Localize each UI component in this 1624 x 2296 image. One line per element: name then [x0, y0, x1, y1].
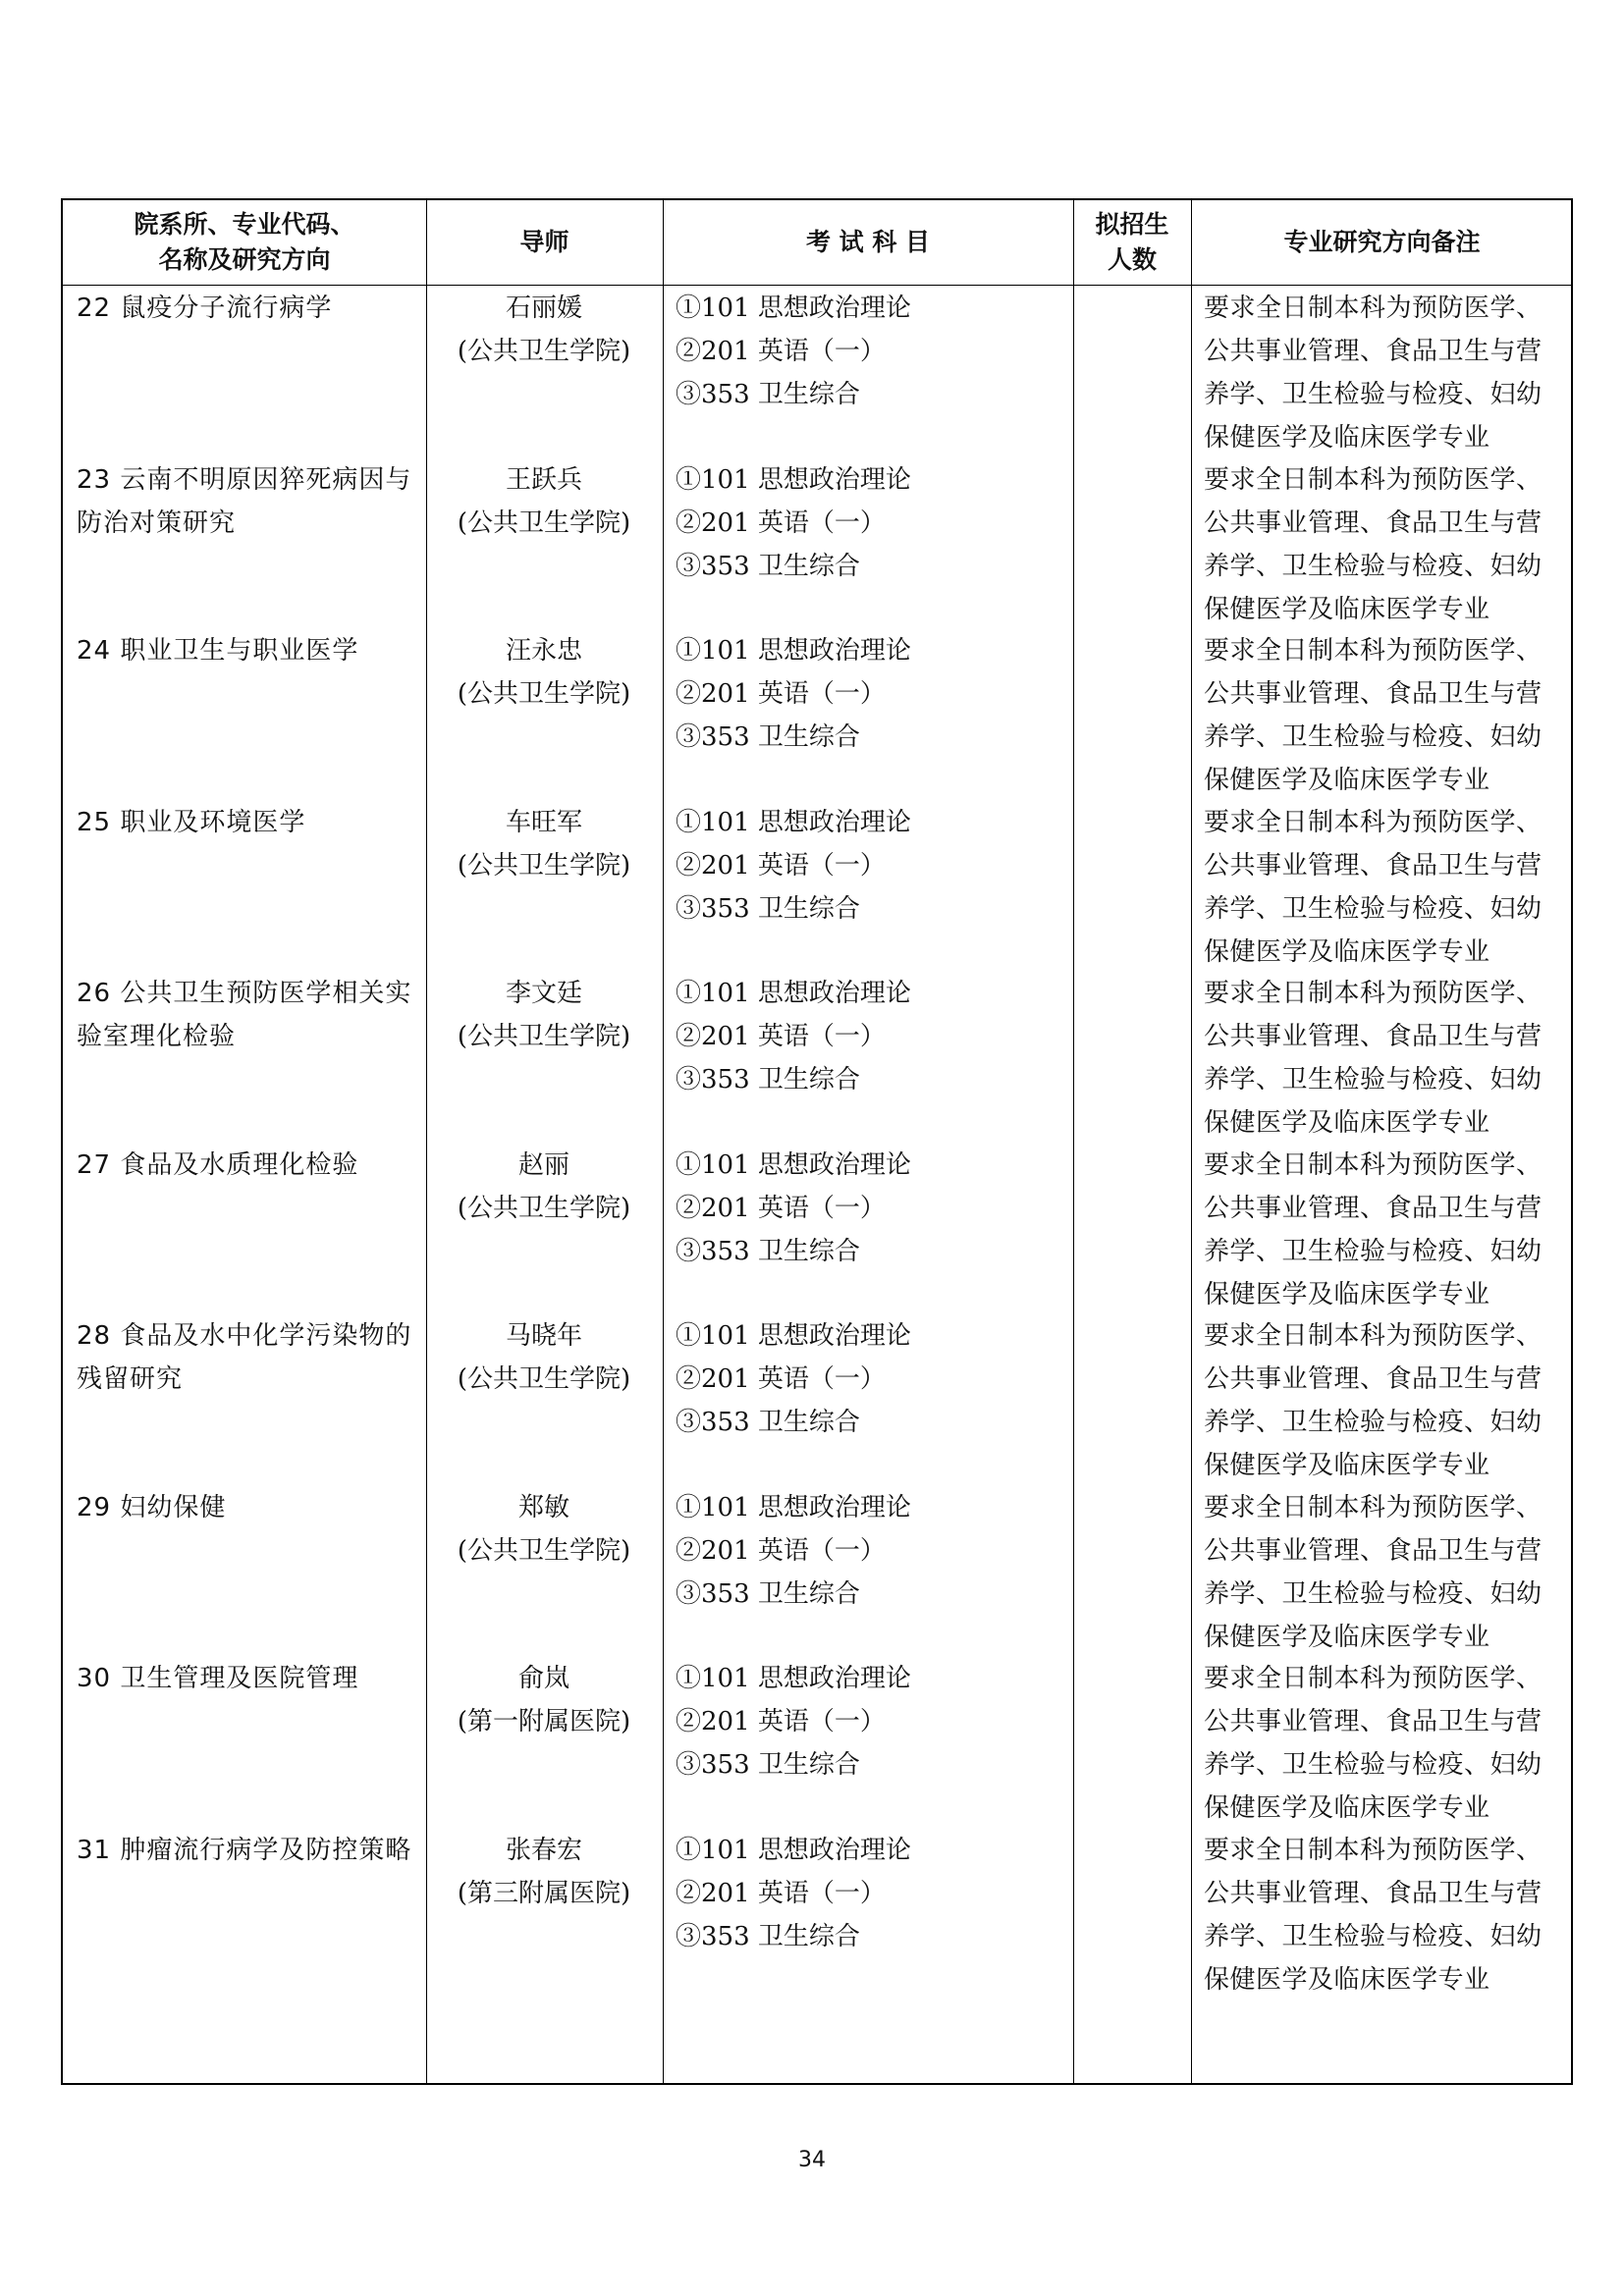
exam-subject: ①101 思想政治理论 [676, 1492, 911, 1522]
program-name: 职业卫生与职业医学 [120, 636, 359, 666]
tutor-department: (公共卫生学院) [457, 1535, 631, 1566]
tutor-name: 汪永忠 [505, 636, 582, 666]
exam-subject: ③353 卫生综合 [676, 1408, 860, 1437]
program-name: 云南不明原因猝死病因与防治对策研究 [77, 464, 412, 538]
exam-subject: ①101 思想政治理论 [676, 1664, 911, 1693]
header-note-label: 专业研究方向备注 [1283, 228, 1481, 256]
exam-cell [676, 972, 1068, 1101]
exam-subject: ②201 英语（一） [676, 1878, 886, 1908]
exam-subject: ③353 卫生综合 [676, 1750, 860, 1780]
tutor-cell [426, 1144, 662, 1230]
program-name: 妇幼保健 [120, 1492, 227, 1522]
tutor-cell [426, 1314, 662, 1401]
exam-cell [676, 1144, 1068, 1273]
exam-subject: ②201 英语（一） [676, 507, 886, 538]
tutor-cell [426, 458, 662, 545]
program-number: 23 [77, 464, 112, 495]
tutor-department: (公共卫生学院) [457, 1022, 631, 1051]
header-tutor [426, 200, 663, 285]
header-quota [1073, 200, 1191, 285]
program-name-cell [77, 629, 415, 672]
exam-subject: ②201 英语（一） [676, 1364, 886, 1394]
program-number: 26 [77, 979, 112, 1008]
program-number: 24 [77, 636, 112, 666]
tutor-cell [426, 972, 662, 1058]
table-row [63, 1314, 1571, 1485]
table-row [63, 1829, 1571, 2000]
header-exam-label: 考 试 科 目 [805, 228, 931, 256]
program-name-cell [77, 1144, 415, 1187]
note-cell: 要求全日制本科为预防医学、公共事业管理、食品卫生与营养学、卫生检验与检疫、妇幼保健医学及临床医学专业 [1204, 1664, 1543, 1823]
header-program-line2: 名称及研究方向 [158, 245, 331, 274]
tutor-department: (公共卫生学院) [457, 337, 631, 366]
tutor-department: (第一附属医院) [457, 1707, 631, 1736]
exam-cell [676, 287, 1068, 416]
header-program [63, 200, 426, 285]
tutor-department: (公共卫生学院) [457, 850, 631, 881]
tutor-cell [426, 629, 662, 716]
exam-subject: ③353 卫生综合 [676, 551, 860, 581]
program-name-cell [77, 1314, 415, 1401]
exam-subject: ③353 卫生综合 [676, 1921, 860, 1951]
exam-subject: ②201 英语（一） [676, 1022, 886, 1051]
tutor-cell [426, 1829, 662, 1915]
program-name-cell [77, 1657, 415, 1700]
note-cell: 要求全日制本科为预防医学、公共事业管理、食品卫生与营养学、卫生检验与检疫、妇幼保健医学及临床医学专业 [1204, 1492, 1543, 1652]
exam-subject: ②201 英语（一） [676, 1707, 886, 1736]
exam-subject: ①101 思想政治理论 [676, 1321, 911, 1351]
tutor-name: 郑敏 [517, 1492, 569, 1522]
program-name-cell [77, 1486, 415, 1529]
exam-cell [676, 629, 1068, 759]
exam-subject: ③353 卫生综合 [676, 1065, 860, 1095]
tutor-name: 赵丽 [517, 1149, 569, 1180]
note-cell: 要求全日制本科为预防医学、公共事业管理、食品卫生与营养学、卫生检验与检疫、妇幼保健医学及临床医学专业 [1204, 464, 1543, 624]
exam-subject: ②201 英语（一） [676, 850, 886, 881]
tutor-cell [426, 801, 662, 887]
tutor-cell [426, 287, 662, 373]
tutor-name: 李文廷 [505, 979, 582, 1008]
tutor-name: 马晓年 [505, 1321, 582, 1351]
exam-subject: ①101 思想政治理论 [676, 1835, 911, 1865]
exam-cell [676, 1657, 1068, 1787]
page-number: 34 [798, 2148, 826, 2172]
exam-subject: ①101 思想政治理论 [676, 807, 911, 837]
exam-cell [676, 801, 1068, 931]
exam-cell [676, 458, 1068, 588]
exam-subject: ②201 英语（一） [676, 1535, 886, 1566]
program-number: 29 [77, 1492, 112, 1522]
enrollment-table [61, 198, 1573, 2085]
table-row [63, 801, 1571, 972]
exam-cell [676, 1486, 1068, 1616]
table-row [63, 1486, 1571, 1657]
header-quota-line2: 人数 [1107, 245, 1157, 274]
header-tutor-label: 导师 [519, 228, 569, 256]
exam-subject: ③353 卫生综合 [676, 1236, 860, 1266]
exam-subject: ①101 思想政治理论 [676, 636, 911, 666]
tutor-name: 车旺军 [505, 807, 582, 837]
exam-subject: ②201 英语（一） [676, 679, 886, 709]
program-number: 30 [77, 1664, 112, 1693]
tutor-cell [426, 1486, 662, 1573]
header-divider [63, 285, 1571, 286]
exam-cell [676, 1314, 1068, 1444]
exam-subject: ①101 思想政治理论 [676, 294, 911, 323]
exam-subject: ①101 思想政治理论 [676, 979, 911, 1008]
exam-subject: ②201 英语（一） [676, 337, 886, 366]
tutor-name: 石丽媛 [505, 294, 582, 323]
table-row [63, 629, 1571, 800]
program-name: 职业及环境医学 [120, 807, 306, 837]
program-name-cell [77, 458, 415, 545]
note-cell: 要求全日制本科为预防医学、公共事业管理、食品卫生与营养学、卫生检验与检疫、妇幼保健医学及临床医学专业 [1204, 807, 1543, 967]
note-cell: 要求全日制本科为预防医学、公共事业管理、食品卫生与营养学、卫生检验与检疫、妇幼保健医学及临床医学专业 [1204, 636, 1543, 795]
table-row [63, 1657, 1571, 1828]
program-name: 食品及水质理化检验 [120, 1149, 359, 1180]
program-name: 鼠疫分子流行病学 [120, 294, 333, 323]
note-cell: 要求全日制本科为预防医学、公共事业管理、食品卫生与营养学、卫生检验与检疫、妇幼保健医学及临床医学专业 [1204, 1149, 1543, 1309]
program-name-cell [77, 287, 415, 330]
tutor-department: (公共卫生学院) [457, 679, 631, 709]
program-number: 31 [77, 1835, 112, 1865]
header-program-line1: 院系所、专业代码、 [134, 210, 355, 239]
tutor-department: (公共卫生学院) [457, 507, 631, 538]
program-number: 28 [77, 1321, 112, 1351]
program-name-cell [77, 801, 415, 844]
note-cell: 要求全日制本科为预防医学、公共事业管理、食品卫生与营养学、卫生检验与检疫、妇幼保健医学及临床医学专业 [1204, 1835, 1543, 1995]
tutor-name: 王跃兵 [505, 464, 582, 495]
note-cell: 要求全日制本科为预防医学、公共事业管理、食品卫生与营养学、卫生检验与检疫、妇幼保健医学及临床医学专业 [1204, 1321, 1543, 1480]
exam-subject: ②201 英语（一） [676, 1193, 886, 1223]
header-exam [663, 200, 1073, 285]
program-name: 公共卫生预防医学相关实验室理化检验 [77, 979, 412, 1051]
program-name-cell [77, 1829, 415, 1872]
note-cell: 要求全日制本科为预防医学、公共事业管理、食品卫生与营养学、卫生检验与检疫、妇幼保健医学及临床医学专业 [1204, 979, 1543, 1138]
tutor-department: (第三附属医院) [457, 1878, 631, 1908]
table-row [63, 287, 1571, 457]
exam-subject: ③353 卫生综合 [676, 893, 860, 924]
header-note [1191, 200, 1573, 285]
program-number: 27 [77, 1149, 112, 1180]
exam-subject: ③353 卫生综合 [676, 722, 860, 752]
program-name-cell [77, 972, 415, 1058]
table-row [63, 1144, 1571, 1314]
program-number: 25 [77, 807, 112, 837]
exam-cell [676, 1829, 1068, 1958]
exam-subject: ③353 卫生综合 [676, 380, 860, 409]
program-number: 22 [77, 294, 112, 323]
table-row [63, 458, 1571, 629]
program-name: 肿瘤流行病学及防控策略 [120, 1835, 412, 1865]
tutor-name: 张春宏 [505, 1835, 582, 1865]
table-row [63, 972, 1571, 1143]
tutor-department: (公共卫生学院) [457, 1193, 631, 1223]
note-cell: 要求全日制本科为预防医学、公共事业管理、食品卫生与营养学、卫生检验与检疫、妇幼保健医学及临床医学专业 [1204, 294, 1543, 453]
exam-subject: ①101 思想政治理论 [676, 464, 911, 495]
tutor-name: 俞岚 [517, 1664, 569, 1693]
program-name: 卫生管理及医院管理 [120, 1664, 359, 1693]
header-quota-line1: 拟招生 [1095, 210, 1169, 239]
exam-subject: ①101 思想政治理论 [676, 1149, 911, 1180]
program-name: 食品及水中化学污染物的残留研究 [77, 1321, 412, 1394]
tutor-department: (公共卫生学院) [457, 1364, 631, 1394]
tutor-cell [426, 1657, 662, 1743]
exam-subject: ③353 卫生综合 [676, 1578, 860, 1609]
